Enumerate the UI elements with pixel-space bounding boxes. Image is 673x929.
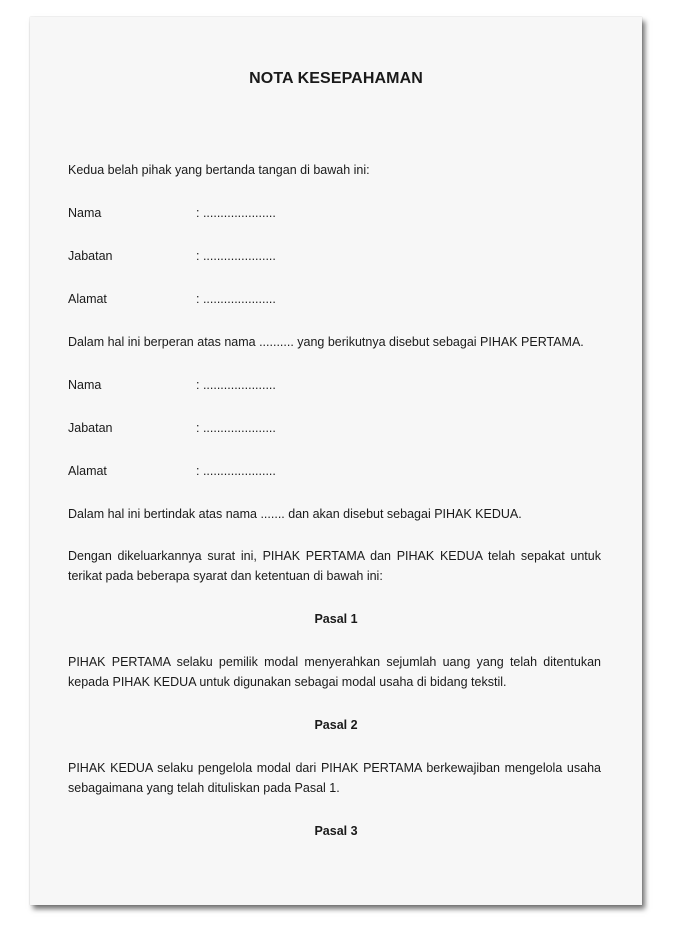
- party1-name-value: : .....................: [196, 206, 276, 220]
- article-1-heading: Pasal 1: [314, 612, 358, 626]
- article-2-heading: Pasal 2: [314, 718, 358, 732]
- party1-address-label: Alamat: [68, 292, 107, 306]
- document-title: NOTA KESEPAHAMAN: [249, 70, 423, 87]
- party2-position-value: : .....................: [196, 421, 276, 435]
- party2-address-value: : .....................: [196, 464, 276, 478]
- article-3-heading: Pasal 3: [314, 824, 358, 838]
- party2-address-label: Alamat: [68, 464, 107, 478]
- party1-position-label: Jabatan: [68, 249, 113, 263]
- party2-name-value: : .....................: [196, 378, 276, 392]
- intro-text: Kedua belah pihak yang bertanda tangan di bawah ini:: [68, 163, 370, 177]
- party1-name-label: Nama: [68, 206, 102, 220]
- party2-position-label: Jabatan: [68, 421, 113, 435]
- article-2-text: PIHAK KEDUA selaku pengelola modal dari PIHAK PERTAMA berkewajiban mengelola usaha sebagaimana yang telah dituliskan pada Pasal 1.: [68, 761, 601, 795]
- party1-position-value: : .....................: [196, 249, 276, 263]
- article-1-text: PIHAK PERTAMA selaku pemilik modal menyerahkan sejumlah uang yang telah ditentukan kepada PIHAK KEDUA untuk digunakan sebagai modal usaha di bidang tekstil.: [68, 655, 601, 689]
- party1-address-value: : .....................: [196, 292, 276, 306]
- party1-statement: Dalam hal ini berperan atas nama .......... yang berikutnya disebut sebagai PIHAK PERTAMA.: [68, 335, 584, 349]
- party2-name-label: Nama: [68, 378, 102, 392]
- agreement-paragraph: Dengan dikeluarkannya surat ini, PIHAK PERTAMA dan PIHAK KEDUA telah sepakat untuk terikat pada beberapa syarat dan ketentuan di bawah ini:: [68, 549, 601, 583]
- party2-statement: Dalam hal ini bertindak atas nama ....... dan akan disebut sebagai PIHAK KEDUA.: [68, 507, 522, 521]
- document-page: [30, 17, 642, 905]
